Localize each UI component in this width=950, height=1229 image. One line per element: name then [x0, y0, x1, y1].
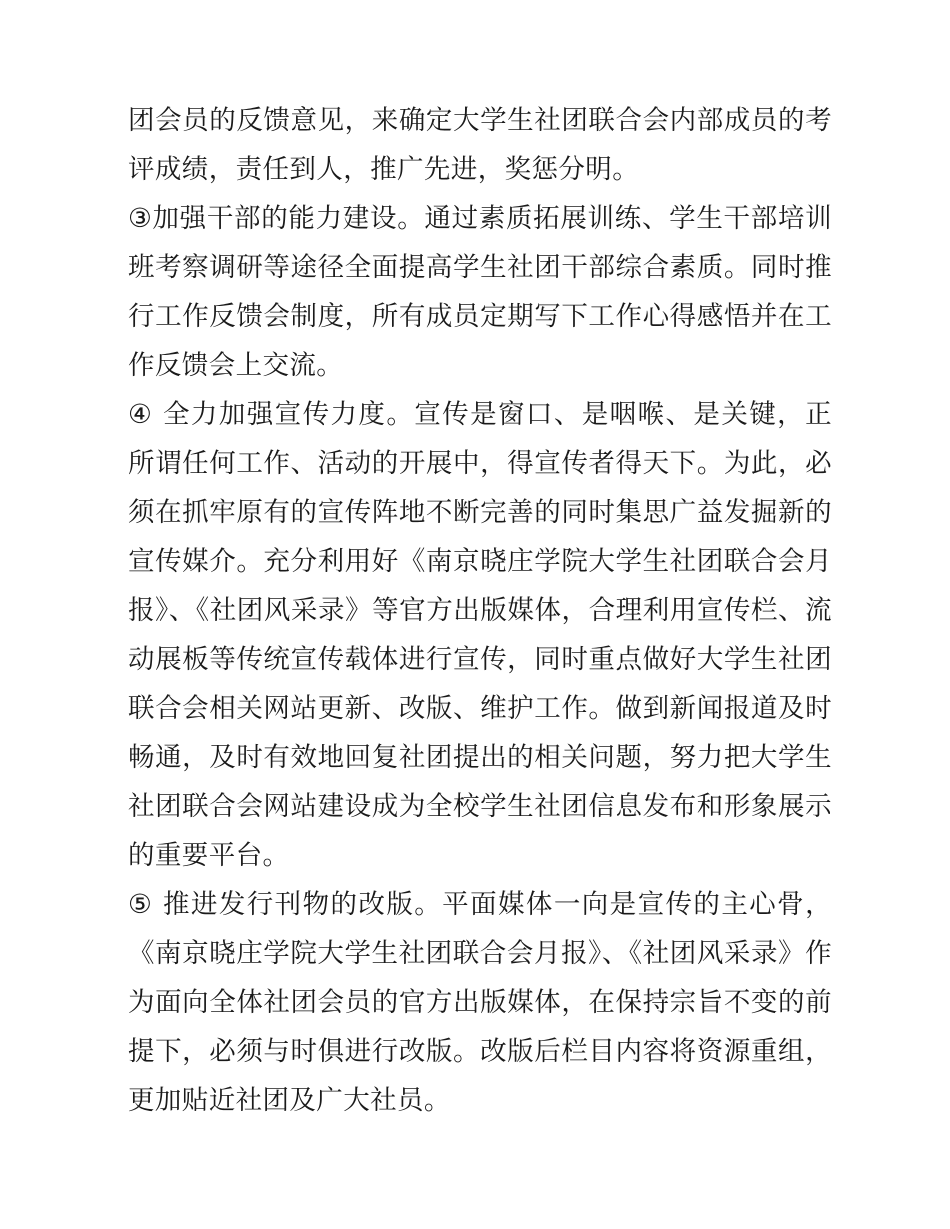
paragraph-1: 团会员的反馈意见，来确定大学生社团联合会内部成员的考评成绩，责任到人，推广先进，奖惩分明。 — [128, 105, 832, 185]
paragraph-4: ⑤ 推进发行刊物的改版。平面媒体一向是宣传的主心骨，《南京晓庄学院大学生社团联合会月报》、《社团风采录》作为面向全体社团会员的官方出版媒体，在保持宗旨不变的前提下，必须与时俱进行改版。改版后栏目内容将资源重组，更加贴近社团及广大社员。 — [128, 889, 832, 1116]
paragraph-3: ④ 全力加强宣传力度。宣传是窗口、是咽喉、是关键，正所谓任何工作、活动的开展中，得宣传者得天下。为此，必须在抓牢原有的宣传阵地不断完善的同时集思广益发掘新的宣传媒介。充分利用好《南京晓庄学院大学生社团联合会月报》、《社团风采录》等官方出版媒体，合理利用宣传栏、流动展板等传统宣传载体进行宣传，同时重点做好大学生社团联合会相关网站更新、改版、维护工作。做到新闻报道及时畅通，及时有效地回复社团提出的相关问题，努力把大学生社团联合会网站建设成为全校学生社团信息发布和形象展示的重要平台。 — [128, 399, 832, 871]
paragraph-2: ③加强干部的能力建设。通过素质拓展训练、学生干部培训班考察调研等途径全面提高学生社团干部综合素质。同时推行工作反馈会制度，所有成员定期写下工作心得感悟并在工作反馈会上交流。 — [128, 203, 832, 381]
document-body — [128, 96, 832, 1125]
